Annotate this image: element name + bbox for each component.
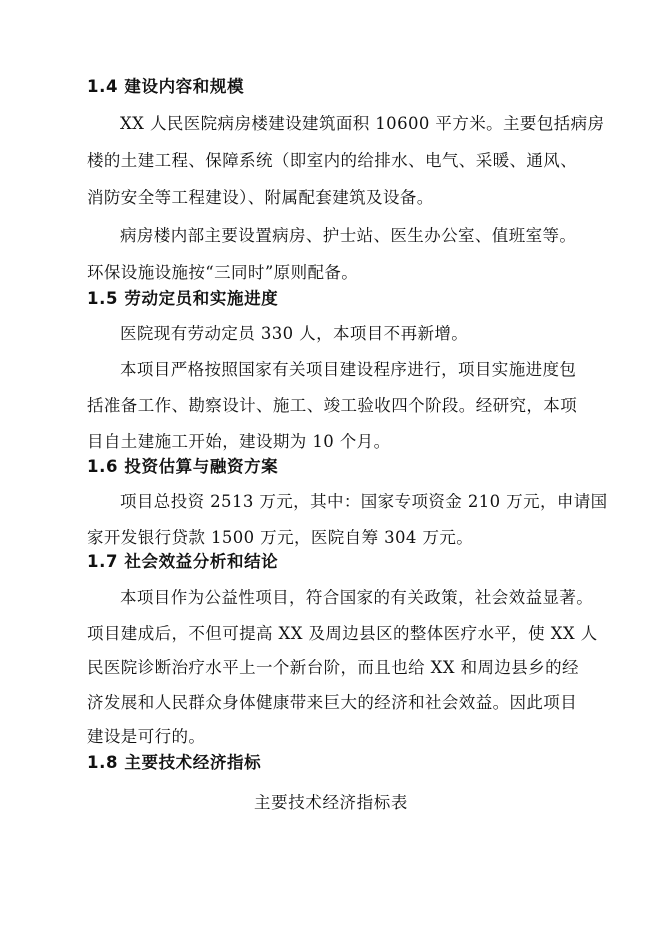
paragraph-line: 家开发银行贷款 1500 万元，医院自筹 304 万元。 <box>87 528 474 547</box>
paragraph-line: 病房楼内部主要设置病房、护士站、医生办公室、值班室等。 <box>120 226 577 245</box>
section-heading-1-4: 1.4 建设内容和规模 <box>87 77 245 96</box>
paragraph-line: 项目总投资 2513 万元，其中：国家专项资金 210 万元，申请国 <box>120 492 608 511</box>
paragraph-line: 项目建成后，不但可提高 XX 及周边县区的整体医疗水平，使 XX 人 <box>87 624 598 643</box>
section-heading-1-6: 1.6 投资估算与融资方案 <box>87 457 279 476</box>
section-heading-1-7: 1.7 社会效益分析和结论 <box>87 552 279 571</box>
paragraph-line: 本项目严格按照国家有关项目建设程序进行，项目实施进度包 <box>120 360 577 379</box>
section-heading-1-8: 1.8 主要技术经济指标 <box>87 753 262 772</box>
paragraph-line: XX 人民医院病房楼建设建筑面积 10600 平方米。主要包括病房 <box>120 114 605 133</box>
paragraph-line: 括准备工作、勘察设计、施工、竣工验收四个阶段。经研究，本项 <box>87 396 578 415</box>
paragraph-line: 环保设施设施按“三同时”原则配备。 <box>87 263 359 282</box>
paragraph-line: 建设是可行的。 <box>87 727 206 746</box>
paragraph-line: 医院现有劳动定员 330 人，本项目不再新增。 <box>120 324 469 343</box>
paragraph-line: 济发展和人民群众身体健康带来巨大的经济和社会效益。因此项目 <box>87 693 578 712</box>
paragraph-line: 本项目作为公益性项目，符合国家的有关政策，社会效益显著。 <box>120 588 594 607</box>
paragraph-line: 目自土建施工开始，建设期为 10 个月。 <box>87 432 391 451</box>
paragraph-line: 民医院诊断治疗水平上一个新台阶，而且也给 XX 和周边县乡的经 <box>87 658 579 677</box>
section-heading-1-5: 1.5 劳动定员和实施进度 <box>87 289 279 308</box>
paragraph-line: 消防安全等工程建设）、附属配套建筑及设备。 <box>87 188 434 207</box>
paragraph-line: 楼的土建工程、保障系统（即室内的给排水、电气、采暖、通风、 <box>87 151 578 170</box>
table-caption: 主要技术经济指标表 <box>254 793 408 812</box>
